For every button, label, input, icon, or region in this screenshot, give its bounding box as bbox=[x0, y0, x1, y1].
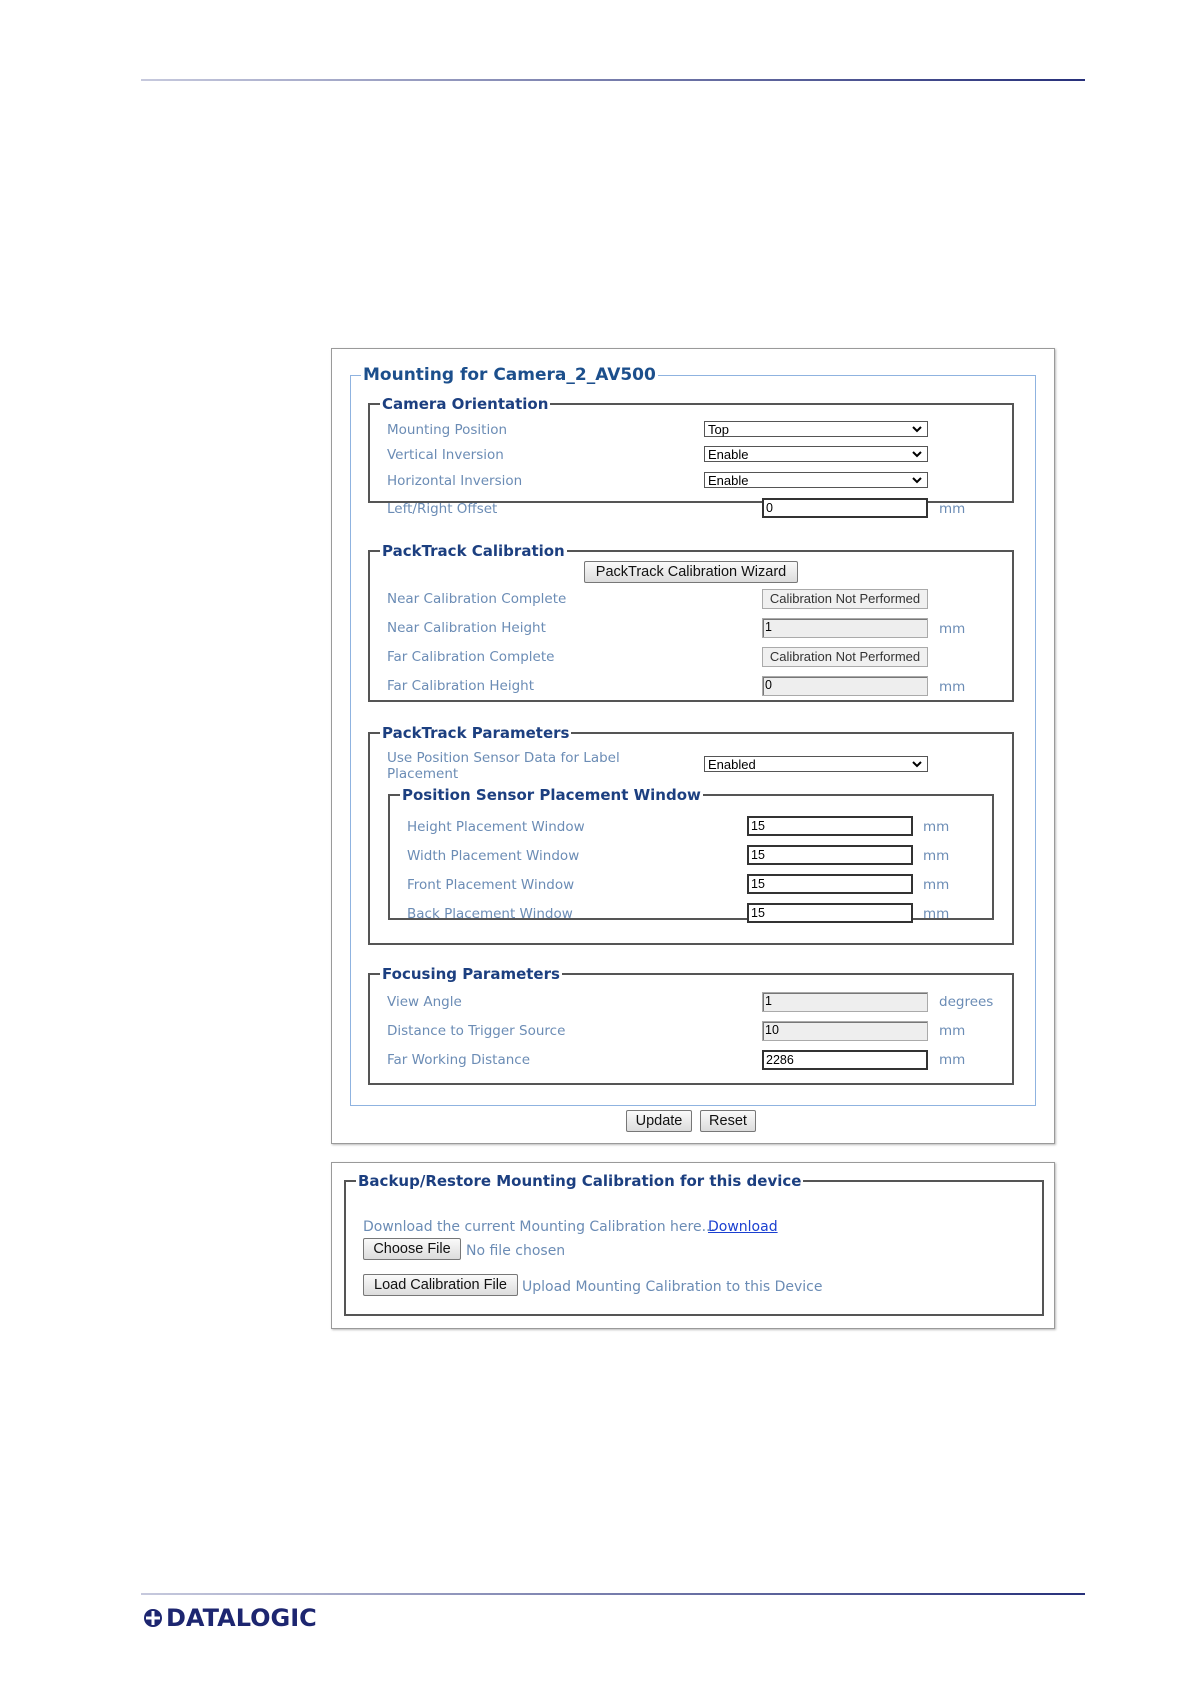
choose-file-button[interactable]: Choose File bbox=[363, 1238, 461, 1260]
load-calibration-button[interactable]: Load Calibration File bbox=[363, 1274, 518, 1296]
width-placement-unit: mm bbox=[923, 848, 950, 864]
upload-description: Upload Mounting Calibration to this Device bbox=[522, 1279, 823, 1295]
back-placement-label: Back Placement Window bbox=[407, 906, 573, 922]
far-calibration-complete-value: Calibration Not Performed bbox=[762, 647, 928, 667]
brand-name: DATALOGIC bbox=[166, 1604, 317, 1632]
camera-orientation-legend: Camera Orientation bbox=[382, 395, 549, 413]
backup-panel bbox=[331, 1162, 1055, 1329]
far-working-distance-label: Far Working Distance bbox=[387, 1052, 531, 1068]
mounting-position-select[interactable] bbox=[704, 421, 928, 437]
distance-trigger-input[interactable]: 10 bbox=[762, 1021, 928, 1041]
near-calibration-complete-label: Near Calibration Complete bbox=[387, 591, 567, 607]
datalogic-logo bbox=[142, 1603, 317, 1633]
chevron-down-icon bbox=[911, 423, 923, 435]
use-position-sensor-value: Enabled bbox=[708, 757, 756, 772]
chevron-down-icon bbox=[911, 474, 923, 486]
chevron-down-icon bbox=[911, 758, 923, 770]
vertical-inversion-value: Enable bbox=[708, 447, 749, 462]
left-right-offset-label: Left/Right Offset bbox=[387, 501, 498, 517]
left-right-offset-unit: mm bbox=[939, 501, 966, 517]
back-placement-unit: mm bbox=[923, 906, 950, 922]
no-file-chosen-text: No file chosen bbox=[466, 1243, 566, 1259]
near-calibration-height-label: Near Calibration Height bbox=[387, 620, 546, 636]
vertical-inversion-select[interactable] bbox=[704, 446, 928, 462]
placement-window-legend: Position Sensor Placement Window bbox=[402, 786, 701, 804]
use-position-sensor-select[interactable] bbox=[704, 756, 928, 772]
far-calibration-height-input[interactable]: 0 bbox=[762, 676, 928, 696]
far-calibration-height-label: Far Calibration Height bbox=[387, 678, 535, 694]
front-placement-input[interactable]: 15 bbox=[747, 874, 913, 894]
back-placement-input[interactable]: 15 bbox=[747, 903, 913, 923]
horizontal-inversion-value: Enable bbox=[708, 473, 749, 488]
download-link[interactable]: Download bbox=[708, 1219, 778, 1235]
front-placement-label: Front Placement Window bbox=[407, 877, 575, 893]
height-placement-input[interactable]: 15 bbox=[747, 816, 913, 836]
calibration-wizard-button[interactable]: PackTrack Calibration Wizard bbox=[584, 561, 798, 583]
near-calibration-height-input[interactable]: 1 bbox=[762, 618, 928, 638]
view-angle-label: View Angle bbox=[387, 994, 462, 1010]
height-placement-unit: mm bbox=[923, 819, 950, 835]
focusing-parameters-legend: Focusing Parameters bbox=[382, 965, 560, 983]
height-placement-label: Height Placement Window bbox=[407, 819, 585, 835]
mounting-panel bbox=[331, 348, 1055, 1144]
update-button[interactable]: Update bbox=[626, 1110, 692, 1132]
view-angle-input[interactable]: 1 bbox=[762, 992, 928, 1012]
use-position-sensor-label-line1: Use Position Sensor Data for Label bbox=[387, 750, 620, 766]
download-description: Download the current Mounting Calibration here... bbox=[363, 1219, 715, 1235]
chevron-down-icon bbox=[911, 448, 923, 460]
width-placement-label: Width Placement Window bbox=[407, 848, 580, 864]
mounting-title: Mounting for Camera_2_AV500 bbox=[363, 365, 656, 385]
reset-button[interactable]: Reset bbox=[700, 1110, 756, 1132]
backup-legend: Backup/Restore Mounting Calibration for this device bbox=[358, 1172, 802, 1190]
mounting-position-value: Top bbox=[708, 422, 729, 437]
use-position-sensor-label-line2: Placement bbox=[387, 766, 459, 782]
near-calibration-complete-value: Calibration Not Performed bbox=[762, 589, 928, 609]
vertical-inversion-label: Vertical Inversion bbox=[387, 447, 504, 463]
far-working-distance-unit: mm bbox=[939, 1052, 966, 1068]
horizontal-inversion-select[interactable] bbox=[704, 472, 928, 488]
far-calibration-complete-label: Far Calibration Complete bbox=[387, 649, 555, 665]
footer-rule bbox=[141, 1593, 1085, 1595]
left-right-offset-input[interactable]: 0 bbox=[762, 498, 928, 518]
far-working-distance-input[interactable]: 2286 bbox=[762, 1050, 928, 1070]
mounting-position-label: Mounting Position bbox=[387, 422, 508, 438]
view-angle-unit: degrees bbox=[939, 994, 994, 1010]
horizontal-inversion-label: Horizontal Inversion bbox=[387, 473, 523, 489]
datalogic-logo-icon bbox=[142, 1607, 164, 1629]
width-placement-input[interactable]: 15 bbox=[747, 845, 913, 865]
front-placement-unit: mm bbox=[923, 877, 950, 893]
packtrack-calibration-legend: PackTrack Calibration bbox=[382, 542, 565, 560]
distance-trigger-unit: mm bbox=[939, 1023, 966, 1039]
distance-trigger-label: Distance to Trigger Source bbox=[387, 1023, 566, 1039]
packtrack-parameters-legend: PackTrack Parameters bbox=[382, 724, 570, 742]
header-rule bbox=[141, 79, 1085, 81]
near-calibration-height-unit: mm bbox=[939, 621, 966, 637]
far-calibration-height-unit: mm bbox=[939, 679, 966, 695]
